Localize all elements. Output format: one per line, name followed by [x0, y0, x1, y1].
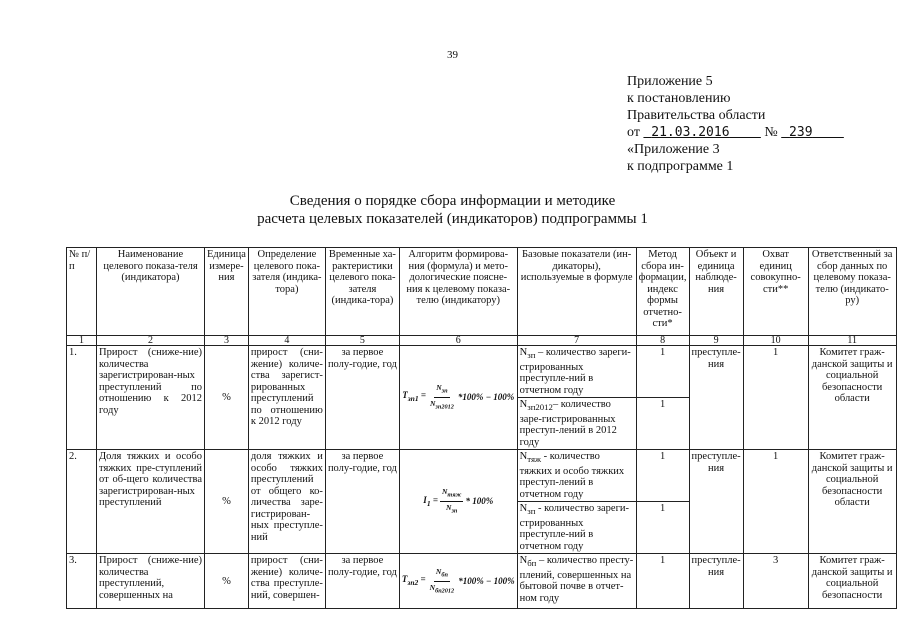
indicators-table: [66, 247, 897, 609]
header-cell: Определение целевого пока-зателя (индика-тора): [248, 248, 325, 336]
date-value: 21.03.2016: [651, 125, 730, 140]
base-indicator: $N_{бп}$ – количество престу-плений, совершенных на бытовой почве в отчет-ном году: [517, 554, 636, 609]
formula: $T_{зп2}$ = $\frac{N_{бп}}{N_{бп2012}}$ *100% − 100%: [401, 566, 515, 595]
number-prefix: №: [764, 125, 778, 140]
appendix-date-line: [627, 124, 844, 141]
appendix-line6: к подпрограмме 1: [627, 159, 734, 174]
time-characteristics: за первое полу-годие, год: [325, 450, 399, 554]
table-row: [67, 554, 897, 609]
document-title: [0, 192, 905, 228]
header-cell: Единица измере-ния: [205, 248, 249, 336]
responsible: Комитет граж-данской защиты и социальной безопасности: [808, 554, 896, 609]
column-number: 4: [248, 336, 325, 346]
base-indicator: $N_{зп2012}-$ количество заре-гистрированных преступ-лений в 2012 году: [517, 398, 636, 450]
column-number: 5: [325, 336, 399, 346]
formula-cell: [399, 450, 517, 554]
header-cell: Объект и единица наблюде-ния: [689, 248, 743, 336]
indicator-definition: прирост (сни-жение) количе-ства зарегист-рированных преступлений по отношению к 2012 году: [248, 346, 325, 450]
header-cell: № п/п: [67, 248, 97, 336]
column-number: 11: [808, 336, 896, 346]
title-line2: расчета целевых показателей (индикаторов) подпрограммы 1: [257, 211, 648, 227]
collection-method: 1: [636, 346, 689, 398]
responsible: Комитет граж-данской защиты и социальной безопасности области: [808, 450, 896, 554]
header-row: [67, 248, 897, 336]
date-prefix: от: [627, 125, 640, 140]
coverage: 1: [743, 450, 808, 554]
appendix-line5: «Приложение 3: [627, 142, 720, 157]
indicator-name: Прирост (сниже-ние) количества преступлений, совершенных на: [97, 554, 205, 609]
page-number: 39: [447, 49, 458, 61]
row-number: 2.: [67, 450, 97, 554]
column-number: 2: [97, 336, 205, 346]
column-number: 3: [205, 336, 249, 346]
row-number: 3.: [67, 554, 97, 609]
header-cell: Базовые показатели (ин-дикаторы), используемые в формуле: [517, 248, 636, 336]
title-line1: Сведения о порядке сбора информации и методике: [289, 193, 616, 209]
collection-method: 1: [636, 398, 689, 450]
column-number: 8: [636, 336, 689, 346]
header-cell: Охват единиц совокупно-сти**: [743, 248, 808, 336]
formula-cell: [399, 554, 517, 609]
base-indicator: $N_{зп}$ - количество зареги-стрированных преступле-ний в отчетном году: [517, 502, 636, 554]
base-indicator: $N_{тяж}$ - количество тяжких и особо тяжких преступ-лений в отчетном году: [517, 450, 636, 502]
indicator-name: Доля тяжких и особо тяжких пре-ступлений от об-щего количества зарегистрирован-ных преступлений: [97, 450, 205, 554]
header-cell: Метод сбора ин-формации, индекс формы отчетно-сти*: [636, 248, 689, 336]
table-row: [67, 346, 897, 398]
column-number: 6: [399, 336, 517, 346]
appendix-block: [627, 73, 844, 175]
coverage: 3: [743, 554, 808, 609]
observation-object: преступле-ния: [689, 554, 743, 609]
indicator-unit: %: [205, 450, 249, 554]
indicator-definition: доля тяжких и особо тяжких преступлений от общего ко-личества заре-гистрирован-ных преступле-ний: [248, 450, 325, 554]
observation-object: преступле-ния: [689, 346, 743, 450]
appendix-line1: Приложение 5: [627, 74, 713, 89]
column-number: 10: [743, 336, 808, 346]
row-number: 1.: [67, 346, 97, 450]
header-cell: Наименование целевого показа-теля (индикатора): [97, 248, 205, 336]
indicator-unit: %: [205, 346, 249, 450]
responsible: Комитет граж-данской защиты и социальной безопасности области: [808, 346, 896, 450]
column-number: 1: [67, 336, 97, 346]
number-value: 239: [789, 125, 813, 140]
appendix-line3: Правительства области: [627, 108, 766, 123]
indicator-name: Прирост (сниже-ние) количества зарегистрирован-ных преступлений по отношению к 2012 году: [97, 346, 205, 450]
header-cell: Временные ха-рактеристики целевого пока-зателя (индика-тора): [325, 248, 399, 336]
indicator-unit: %: [205, 554, 249, 609]
collection-method: 1: [636, 502, 689, 554]
observation-object: преступле-ния: [689, 450, 743, 554]
collection-method: 1: [636, 450, 689, 502]
header-cell: Алгоритм формирова-ния (формула) и мето-дологические поясне-ния к целевому показа-телю (индикатору): [399, 248, 517, 336]
header-cell: Ответственный за сбор данных по целевому показа-телю (индикато-ру): [808, 248, 896, 336]
column-number: 9: [689, 336, 743, 346]
table-row: [67, 450, 897, 502]
formula: $T_{зп1}$ = $\frac{N_{зп}}{N_{зп2012}}$ *100% − 100%: [402, 383, 515, 411]
collection-method: 1: [636, 554, 689, 609]
indicator-definition: прирост (сни-жение) количе-ства преступле-ний, совершен-: [248, 554, 325, 609]
time-characteristics: за первое полу-годие, год: [325, 554, 399, 609]
base-indicator: $N_{зп}$ – количество зареги-стрированных преступле-ний в отчетном году: [517, 346, 636, 398]
formula: $I_1$ = $\frac{N_{тяж}}{N_{зп}}$ * 100%: [423, 487, 494, 515]
time-characteristics: за первое полу-годие, год: [325, 346, 399, 450]
appendix-line2: к постановлению: [627, 91, 731, 106]
column-number-row: [67, 336, 897, 346]
column-number: 7: [517, 336, 636, 346]
coverage: 1: [743, 346, 808, 450]
formula-cell: [399, 346, 517, 450]
